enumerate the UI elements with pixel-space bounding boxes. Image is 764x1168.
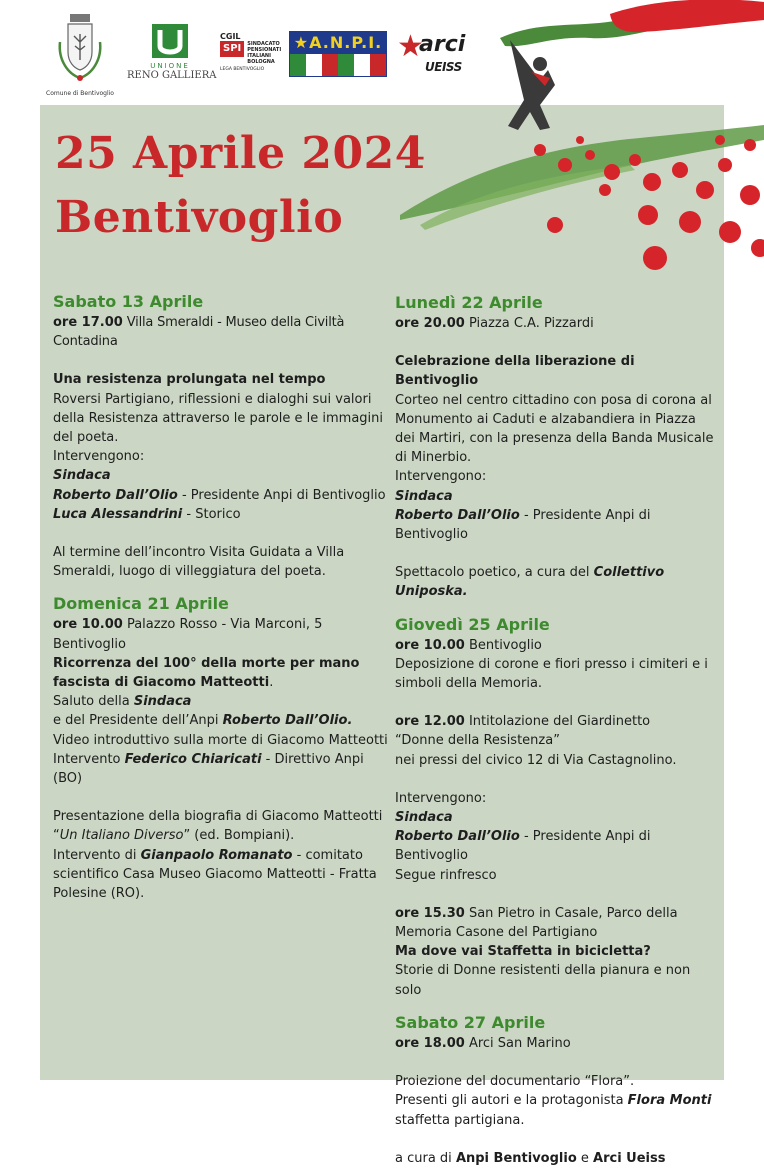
speaker-name: Flora Monti [627, 1093, 712, 1109]
speaker-role: - Direttivo Anpi (BO) [53, 751, 364, 787]
event-title: Ricorrenza del 100° della morte per mano fascista di Giacomo Matteotti [53, 655, 360, 691]
event-heading-dom21: Domenica 21 Aprile [53, 594, 229, 614]
time: ore 20.00 [395, 316, 465, 331]
speaker-sindaca: Sindaca [133, 694, 192, 710]
event-heading-lun22: Lunedì 22 Aprile [395, 293, 543, 312]
speaker-name: Roberto Dall’Olio [53, 487, 178, 503]
speaker-name: Roberto Dall’Olio [395, 507, 520, 523]
cgil-spi-logo [220, 32, 282, 72]
speaker-role: - Presidente Anpi di Bentivoglio [177, 487, 386, 503]
intervengono-label: Intervengono: [395, 790, 487, 806]
event-desc: Proiezione del documentario “Flora”. [395, 1074, 635, 1090]
place: Villa Smeraldi - Museo della Civiltà Contadina [53, 315, 345, 350]
speaker-sindaca: Sindaca [395, 488, 453, 504]
time: ore 10.00 [395, 637, 465, 653]
anpi-logo [289, 31, 387, 77]
time: ore 10.00 [53, 617, 123, 633]
place: Piazza C.A. Pizzardi [464, 316, 594, 331]
time: ore 18.00 [395, 1035, 465, 1051]
unione-line1: UNIONE [150, 62, 190, 70]
spi-text: SINDACATO PENSIONATI ITALIANI [247, 41, 282, 59]
time: ore 12.00 [395, 714, 465, 730]
coat-of-arms-icon [46, 12, 114, 84]
speaker-sindaca: Sindaca [53, 468, 111, 484]
page-title-date: 25 Aprile 2024 [55, 128, 426, 179]
book-title: Un Italiano Diverso [59, 828, 184, 844]
event-desc: Deposizione di corone e fiori presso i cimiteri e i simboli della Memoria. [395, 656, 708, 692]
time: ore 15.30 [395, 905, 465, 921]
place: Arci San Marino [464, 1035, 571, 1051]
place: San Pietro in Casale, Parco della Memoria Casone del Partigiano [395, 905, 678, 941]
event-heading-sab27: Sabato 27 Aprile [395, 1012, 546, 1032]
left-column: Sabato 13 Aprile ore 17.00 Villa Smeraldi - Museo della Civiltà Contadina Una resistenza prolungata nel tempo Roversi Partigiano, riflessioni e dialoghi sui valori della Resistenza attraverso le parole e le immagini del poeta. Intervengono: Sindaca Roberto Dall’Olio - Presidente Anpi di Bentivoglio Luca Alessandrini - Storico Al termine dell’incontro Visita Guidata a Villa Smeraldi, luogo di villeggiatura del poeta. Domenica 21 Aprile ore 10.00 Palazzo Rosso - Via Marconi, 5 Bentivoglio Ricorrenza del 100° della morte per mano fascista di Giacomo Matteotti. Saluto della Sindaca e del Presidente dell’Anpi Roberto Dall’Olio. Video introduttivo sulla morte di Giacomo Matteotti Intervento Federico Chiaricati - Direttivo Anpi (BO) Presentazione della biografia di Giacomo Matteotti “Un Italiano Diverso” (ed. Bompiani). Intervento di Gianpaolo Romanato - comitato scientifico Casa Museo Giacomo Matteotti - Fratta Polesine (RO). [53, 291, 393, 903]
event-heading-sat13: Sabato 13 Aprile [53, 292, 204, 311]
speaker-name: Federico Chiaricati [124, 751, 262, 767]
spi-badge: SPI [220, 41, 244, 57]
event-title: Celebrazione della liberazione di Bentivoglio [395, 354, 635, 389]
speaker-role: - Presidente Anpi di Bentivoglio [395, 507, 651, 543]
unione-line2: RENO GALLIERA [127, 70, 217, 81]
event-heading-gio25: Giovedì 25 Aprile [395, 614, 550, 634]
ueiss-label: UEISS [425, 60, 462, 74]
cgil-label: CGIL [220, 32, 241, 41]
speaker-role: - Storico [182, 506, 241, 522]
unione-u-icon [150, 24, 190, 60]
right-column: Lunedì 22 Aprile ore 20.00 Piazza C.A. Pizzardi Celebrazione della liberazione di Bentivoglio Corteo nel centro cittadino con posa di corona al Monumento ai Caduti e alzabandiera in Piazza dei Martiri, con la presenza della Banda Musicale di Minerbio. Intervengono: Sindaca Roberto Dall’Olio - Presidente Anpi di Bentivoglio Spettacolo poetico, a cura del Collettivo Uniposka. Giovedì 25 Aprile ore 10.00 Bentivoglio Deposizione di corone e fiori presso i cimiteri e i simboli della Memoria. ore 12.00 Intitolazione del Giardinetto “Donne della Resistenza” nei pressi del civico 12 di Via Castagnolino. Intervengono: Sindaca Roberto Dall’Olio - Presidente Anpi di Bentivoglio Segue rinfresco ore 15.30 San Pietro in Casale, Parco della Memoria Casone del Partigiano Ma dove vai Staffetta in bicicletta? Storie di Donne resistenti della pianura e non solo Sabato 27 Aprile ore 18.00 Arci San Marino Proiezione del documentario “Flora”. Presenti gli autori e la protagonista Flora Monti staffetta partigiana. a cura di Anpi Bentivoglio e Arci Ueiss [395, 293, 714, 1166]
page-title-place: Bentivoglio [55, 192, 344, 243]
speaker-name: Roberto Dall’Olio. [222, 713, 353, 729]
refreshment-note: Segue rinfresco [395, 867, 497, 883]
arci-ueiss-logo [397, 30, 479, 78]
speaker-role: - comitato scientifico Casa Museo Giacomo Matteotti - Fratta Polesine (RO). [53, 847, 377, 902]
event-title: Una resistenza prolungata nel tempo [53, 372, 326, 388]
comune-bentivoglio-logo [46, 12, 114, 96]
speaker-name: Gianpaolo Romanato [140, 847, 293, 863]
speaker-name: Roberto Dall’Olio [395, 829, 520, 845]
video-note: Video introduttivo sulla morte di Giacomo Matteotti [53, 732, 388, 748]
event-desc: Storie di Donne resistenti della pianura e non solo [395, 963, 691, 998]
intervengono-label: Intervengono: [395, 469, 487, 485]
event-desc: Corteo nel centro cittadino con posa di corona al Monumento ai Caduti e alzabandiera in Piazza dei Martiri, con la presenza della Banda Musicale di Minerbio. [395, 392, 714, 466]
comune-label: Comune di Bentivoglio [46, 90, 114, 97]
bio-presentation: Presentazione della biografia di Giacomo Matteotti [53, 809, 383, 825]
garden-name: “Donne della Resistenza” [395, 733, 560, 749]
organizer-arci: Arci Ueiss [593, 1150, 666, 1166]
star-icon: ★ [397, 29, 424, 64]
event-title: Ma dove vai Staffetta in bicicletta? [395, 944, 651, 960]
anpi-label: ★A.N.P.I. [290, 32, 386, 54]
spi-city: BOLOGNA [247, 59, 275, 65]
time: ore 17.00 [53, 315, 123, 330]
organizer-anpi: Anpi Bentivoglio [455, 1150, 577, 1166]
spi-lega: LEGA BENTIVOGLIO [220, 67, 265, 72]
speaker-role: - Presidente Anpi di Bentivoglio [395, 829, 651, 864]
speaker-sindaca: Sindaca [395, 810, 453, 826]
place: Bentivoglio [464, 637, 542, 653]
intervengono-label: Intervengono: [53, 449, 145, 465]
anpi-stripes [290, 54, 386, 76]
event-desc: Roversi Partigiano, riflessioni e dialoghi sui valori della Resistenza attraverso le parole e le immagini del poeta. [53, 391, 384, 446]
speaker-name: Luca Alessandrini [53, 506, 183, 522]
arci-label: arci [419, 32, 466, 57]
garden-location: nei pressi del civico 12 di Via Castagnolino. [395, 752, 677, 768]
place: Palazzo Rosso - Via Marconi, 5 Bentivoglio [53, 617, 323, 652]
collective-name: Collettivo Uniposka. [395, 565, 665, 600]
closing-note: Al termine dell’incontro Visita Guidata a Villa Smeraldi, luogo di villeggiatura del poeta. [53, 545, 345, 580]
unione-reno-galliera-logo [127, 24, 217, 84]
